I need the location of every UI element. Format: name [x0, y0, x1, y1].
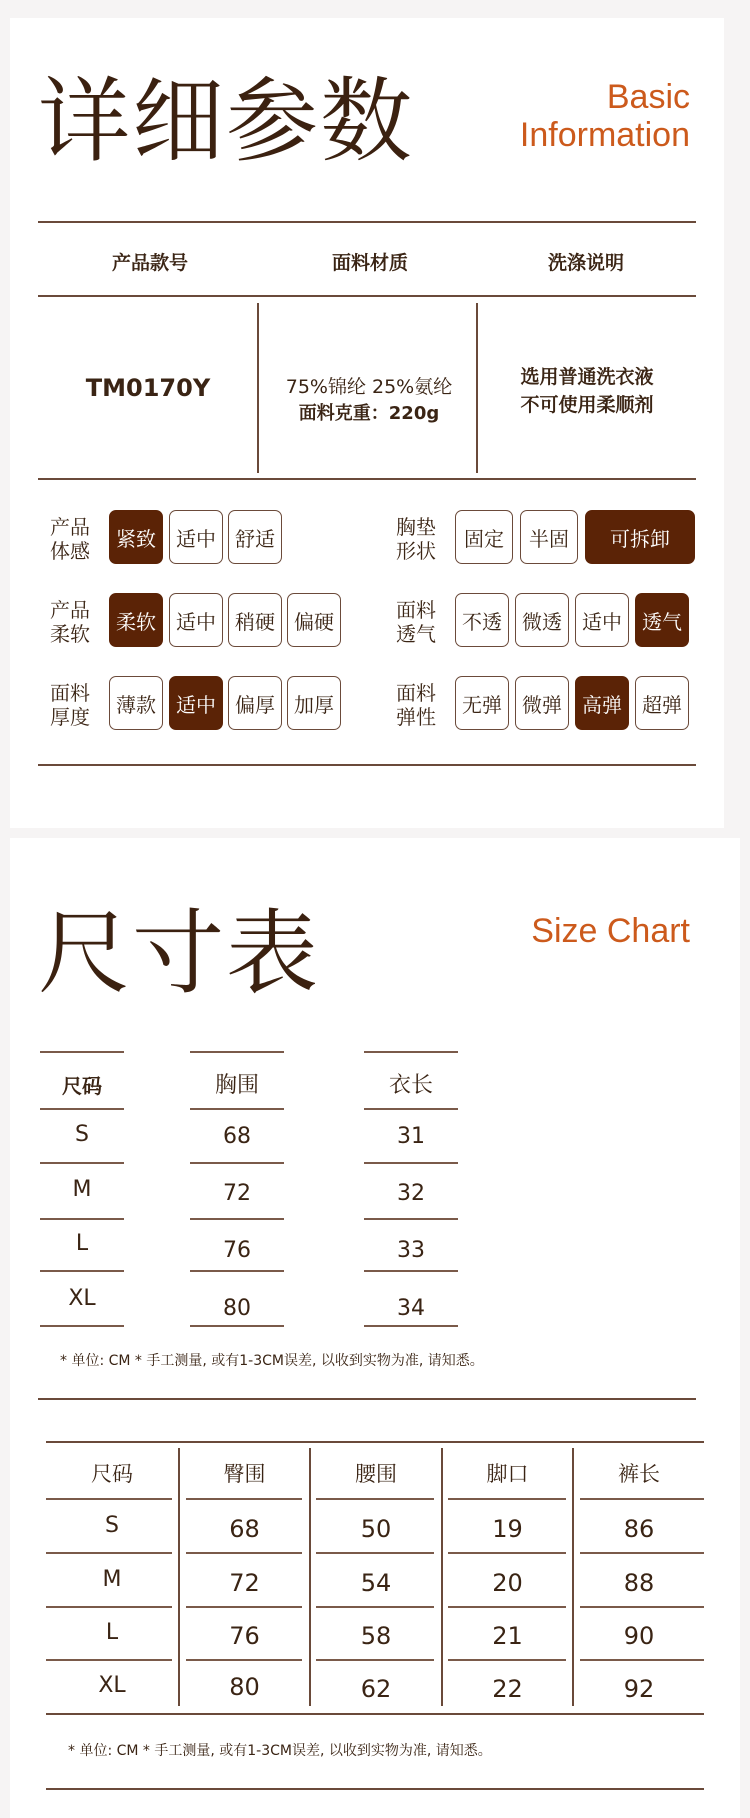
option-hard[interactable]: 偏硬: [287, 593, 341, 647]
attr-label-line: 厚度: [50, 705, 90, 729]
fabric-weight-value: 面料克重：220g: [298, 403, 440, 424]
table-cell: 72: [229, 1569, 260, 1597]
params-title-en-line1: Basic: [606, 78, 690, 116]
attr-label-line: 形状: [396, 539, 436, 563]
divider: [257, 303, 259, 473]
table-cell: 62: [360, 1675, 392, 1703]
table-cell: 32: [397, 1181, 425, 1206]
table-line: [40, 1218, 124, 1220]
table-line: [448, 1659, 566, 1661]
option-no-stretch[interactable]: 无弹: [455, 676, 509, 730]
table-cell: M: [72, 1177, 92, 1202]
table-line: [40, 1108, 124, 1110]
table-cell: 34: [397, 1296, 425, 1321]
option-thin[interactable]: 薄款: [109, 676, 163, 730]
option-thick[interactable]: 偏厚: [228, 676, 282, 730]
option-super-stretch[interactable]: 超弹: [635, 676, 689, 730]
attr-label: [388, 681, 444, 729]
attr-label-line: 柔软: [50, 622, 90, 646]
option-tight[interactable]: 紧致: [109, 510, 163, 564]
table-cell: 76: [223, 1238, 251, 1263]
table-line: [364, 1162, 458, 1164]
column-header-bust: 胸围: [214, 1073, 259, 1098]
table-cell: 22: [492, 1675, 523, 1703]
column-header-waist: 腰围: [355, 1462, 397, 1486]
header-material: 面料材质: [331, 252, 408, 274]
option-slightly-breathable[interactable]: 微透: [515, 593, 569, 647]
option-fixed[interactable]: 固定: [455, 510, 513, 564]
divider: [38, 764, 696, 766]
table-cell: 88: [623, 1569, 655, 1597]
size-chart-title-cn: 尺寸表: [38, 900, 321, 1007]
table-line: [190, 1162, 284, 1164]
params-title-en-line2: Information: [519, 116, 690, 154]
table-cell: 58: [360, 1622, 392, 1650]
table-line: [46, 1606, 172, 1608]
table-line: [186, 1498, 302, 1500]
option-breathable[interactable]: 透气: [635, 593, 689, 647]
table-cell: 50: [360, 1515, 392, 1543]
option-not-breathable[interactable]: 不透: [455, 593, 509, 647]
table-line: [40, 1162, 124, 1164]
table-line: [190, 1218, 284, 1220]
attr-label-line: 面料: [396, 681, 436, 705]
option-medium[interactable]: 适中: [575, 593, 629, 647]
table-line: [580, 1606, 704, 1608]
table-cell: 33: [397, 1238, 425, 1263]
column-header-size: 尺码: [62, 1074, 102, 1098]
divider: [38, 295, 696, 297]
table-cell: 86: [623, 1515, 655, 1543]
table-cell: 20: [492, 1569, 523, 1597]
table-line: [316, 1552, 434, 1554]
wash-instruction-1: 选用普通洗衣液: [520, 366, 654, 388]
table-line: [448, 1552, 566, 1554]
table-line: [40, 1051, 124, 1053]
attr-label: [42, 598, 98, 646]
attr-label: [42, 515, 98, 563]
option-slightly-hard[interactable]: 稍硬: [228, 593, 282, 647]
table-line: [580, 1552, 704, 1554]
wash-instruction-2: 不可使用柔顺剂: [520, 394, 654, 416]
column-header-size: 尺码: [91, 1462, 133, 1486]
option-medium[interactable]: 适中: [169, 676, 223, 730]
table-cell: 90: [623, 1622, 655, 1650]
option-soft[interactable]: 柔软: [109, 593, 163, 647]
material-value: 75%锦纶 25%氨纶: [285, 376, 453, 398]
attr-label: [388, 598, 444, 646]
attr-label-line: 产品: [50, 515, 90, 539]
table-cell: M: [102, 1567, 122, 1592]
table-cell: 80: [223, 1296, 251, 1321]
option-comfortable[interactable]: 舒适: [228, 510, 282, 564]
measurement-note: * 单位: CM * 手工测量, 或有1-3CM误差, 以收到实物为准, 请知悉。: [60, 1353, 484, 1369]
table-cell: 76: [229, 1622, 260, 1650]
product-no-value: TM0170Y: [85, 374, 211, 402]
table-line: [190, 1051, 284, 1053]
table-line: [46, 1659, 172, 1661]
table-cell: L: [105, 1620, 119, 1645]
table-cell: 72: [223, 1181, 251, 1206]
table-cell: 19: [492, 1515, 523, 1543]
header-wash: 洗涤说明: [547, 252, 624, 274]
attr-label-line: 透气: [396, 622, 436, 646]
table-line: [364, 1051, 458, 1053]
table-line: [40, 1270, 124, 1272]
option-extra-thick[interactable]: 加厚: [287, 676, 341, 730]
table-cell: L: [75, 1231, 89, 1256]
table-line: [186, 1552, 302, 1554]
table-line: [580, 1659, 704, 1661]
attr-label-line: 面料: [396, 598, 436, 622]
table-line: [190, 1108, 284, 1110]
attr-label: [388, 515, 444, 563]
size-chart-title-en: Size Chart: [531, 912, 690, 950]
table-cell: 68: [229, 1515, 260, 1543]
option-semi-fixed[interactable]: 半固: [520, 510, 578, 564]
table-cell: S: [75, 1122, 89, 1147]
table-line: [448, 1498, 566, 1500]
params-title-en: [470, 78, 690, 154]
table-line: [46, 1441, 704, 1443]
option-medium[interactable]: 适中: [169, 593, 223, 647]
column-header-hip: 臀围: [223, 1462, 266, 1486]
divider: [38, 1398, 696, 1400]
attr-label-line: 胸垫: [396, 515, 436, 539]
table-cell: S: [105, 1513, 119, 1538]
table-line: [186, 1606, 302, 1608]
table-cell: 54: [360, 1569, 392, 1597]
option-high-stretch[interactable]: 高弹: [575, 676, 629, 730]
table-line: [364, 1325, 458, 1327]
table-line: [190, 1325, 284, 1327]
header-product-no: 产品款号: [111, 252, 188, 274]
table-line: [316, 1606, 434, 1608]
table-cell: XL: [68, 1286, 96, 1311]
table-line: [580, 1498, 704, 1500]
table-line: [364, 1270, 458, 1272]
table-line: [448, 1606, 566, 1608]
table-line: [46, 1713, 704, 1715]
table-line: [364, 1108, 458, 1110]
table-line: [40, 1325, 124, 1327]
divider: [476, 303, 478, 473]
table-cell: 92: [623, 1675, 655, 1703]
table-line: [364, 1218, 458, 1220]
divider: [38, 221, 696, 223]
column-header-length: 衣长: [388, 1073, 433, 1098]
table-cell: 31: [397, 1124, 425, 1149]
table-line: [186, 1659, 302, 1661]
option-removable[interactable]: 可拆卸: [585, 510, 695, 564]
attr-label-line: 面料: [50, 681, 90, 705]
table-line: [46, 1498, 172, 1500]
divider: [46, 1788, 704, 1790]
attr-label: [42, 681, 98, 729]
table-cell: 21: [492, 1622, 523, 1650]
table-line: [190, 1270, 284, 1272]
divider: [38, 478, 696, 480]
column-header-hem: 脚口: [486, 1462, 529, 1486]
column-header-pants-length: 裤长: [618, 1462, 660, 1486]
table-cell: XL: [98, 1673, 126, 1698]
attr-label-line: 弹性: [396, 705, 436, 729]
table-cell: 80: [229, 1673, 260, 1701]
option-medium[interactable]: 适中: [169, 510, 223, 564]
attr-label-line: 体感: [50, 539, 90, 563]
table-cell: 68: [223, 1124, 251, 1149]
table-line: [46, 1552, 172, 1554]
params-title-cn: 详细参数: [38, 68, 415, 175]
option-slight-stretch[interactable]: 微弹: [515, 676, 569, 730]
table-line: [316, 1659, 434, 1661]
attr-label-line: 产品: [50, 598, 90, 622]
table-line: [316, 1498, 434, 1500]
measurement-note: * 单位: CM * 手工测量, 或有1-3CM误差, 以收到实物为准, 请知悉。: [68, 1743, 492, 1759]
